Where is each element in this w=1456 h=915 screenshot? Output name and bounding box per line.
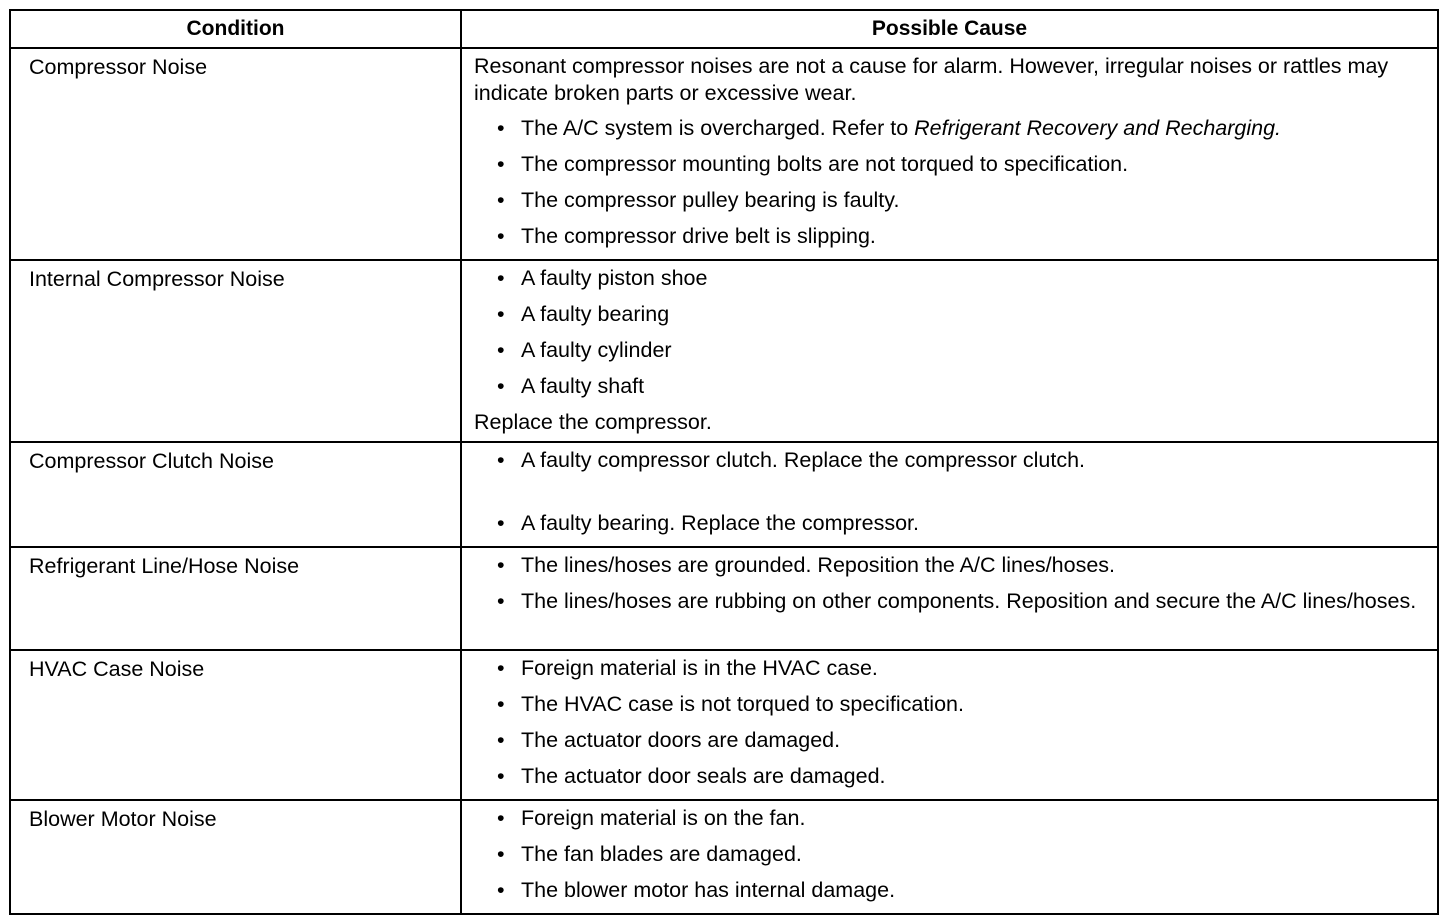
cause-item: • A faulty piston shoe (474, 265, 1425, 292)
table-row (10, 547, 1438, 650)
condition-cell: Compressor Clutch Noise (10, 442, 461, 547)
cause-list (474, 552, 1425, 615)
cause-item: • Foreign material is on the fan. (474, 805, 1425, 832)
diagnosis-table (9, 9, 1439, 915)
table-row (10, 260, 1438, 442)
table-row (10, 800, 1438, 914)
header-row (10, 10, 1438, 48)
cause-cell (461, 800, 1438, 914)
cause-item: • A faulty compressor clutch. Replace the compressor clutch. (474, 447, 1425, 474)
cause-item (474, 115, 1425, 142)
cause-item: • The actuator doors are damaged. (474, 727, 1425, 754)
cause-item: • The compressor mounting bolts are not torqued to specification. (474, 151, 1425, 178)
cause-cell (461, 547, 1438, 650)
condition-cell: Internal Compressor Noise (10, 260, 461, 442)
column-header-condition: Condition (10, 10, 461, 48)
column-header-possible-cause: Possible Cause (461, 10, 1438, 48)
cause-list (474, 115, 1425, 250)
cause-item: • The lines/hoses are rubbing on other components. Reposition and secure the A/C lines/hoses. (474, 588, 1425, 615)
cause-item: • Foreign material is in the HVAC case. (474, 655, 1425, 682)
cause-item: • A faulty bearing. Replace the compressor. (474, 510, 1425, 537)
cause-list (474, 655, 1425, 790)
cause-item: • The actuator door seals are damaged. (474, 763, 1425, 790)
cause-list (474, 447, 1425, 537)
cause-list (474, 265, 1425, 400)
cause-item: • A faulty cylinder (474, 337, 1425, 364)
cause-item: • The fan blades are damaged. (474, 841, 1425, 868)
procedure-reference: Refrigerant Recovery and Recharging. (914, 116, 1282, 140)
cause-item: • The compressor drive belt is slipping. (474, 223, 1425, 250)
table-row (10, 48, 1438, 260)
cause-item: • The lines/hoses are grounded. Reposition the A/C lines/hoses. (474, 552, 1425, 579)
cause-cell (461, 48, 1438, 260)
cause-item: • A faulty bearing (474, 301, 1425, 328)
cause-item-text: The A/C system is overcharged. Refer to (521, 116, 915, 140)
cause-intro: Resonant compressor noises are not a cause for alarm. However, irregular noises or rattles may indicate broken parts or excessive wear. (474, 54, 1389, 105)
condition-cell: HVAC Case Noise (10, 650, 461, 800)
condition-cell: Refrigerant Line/Hose Noise (10, 547, 461, 650)
cause-cell (461, 650, 1438, 800)
cause-outro: Replace the compressor. (474, 410, 712, 434)
table-row (10, 650, 1438, 800)
condition-cell: Compressor Noise (10, 48, 461, 260)
cause-cell (461, 442, 1438, 547)
condition-cell: Blower Motor Noise (10, 800, 461, 914)
cause-cell (461, 260, 1438, 442)
cause-item: • The blower motor has internal damage. (474, 877, 1425, 904)
cause-item: • The HVAC case is not torqued to specification. (474, 691, 1425, 718)
cause-item: • The compressor pulley bearing is faulty. (474, 187, 1425, 214)
table-row (10, 442, 1438, 547)
cause-item: • A faulty shaft (474, 373, 1425, 400)
cause-list (474, 805, 1425, 904)
